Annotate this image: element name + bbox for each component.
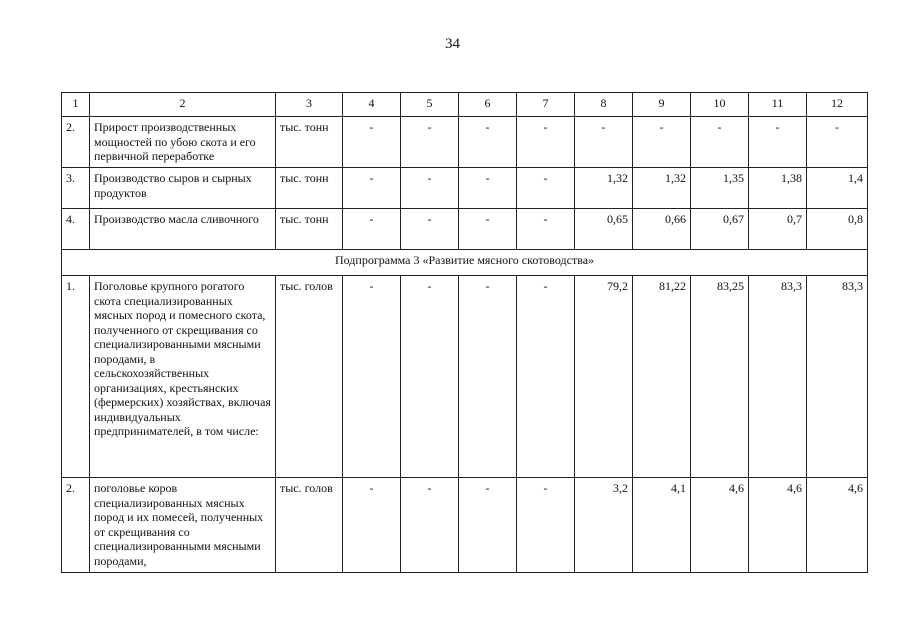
value-cell: - [401, 478, 459, 573]
value-cell: 1,35 [691, 168, 749, 209]
table-row [62, 276, 868, 478]
column-header: 12 [807, 93, 868, 117]
value-cell: - [459, 117, 517, 168]
value-cell: 4,6 [749, 478, 807, 573]
value-cell: 3,2 [575, 478, 633, 573]
value-cell: 1,38 [749, 168, 807, 209]
value-cell: - [517, 117, 575, 168]
value-cell: - [401, 276, 459, 478]
column-header: 2 [90, 93, 276, 117]
value-cell: - [459, 478, 517, 573]
row-number: 1. [62, 276, 90, 478]
column-header: 5 [401, 93, 459, 117]
column-header: 3 [276, 93, 343, 117]
column-header: 11 [749, 93, 807, 117]
row-number: 4. [62, 209, 90, 250]
column-header: 1 [62, 93, 90, 117]
value-cell: - [749, 117, 807, 168]
value-cell: - [517, 168, 575, 209]
value-cell: - [575, 117, 633, 168]
indicator-name: Поголовье крупного рогатого скота специализированных мясных пород и помесного скота, полученного от скрещивания со специализированными мясными породами, в сельскохозяйственных организациях, крестьянских (фермерских) хозяйствах, включая индивидуальных предпринимателей, в том числе: [90, 276, 276, 478]
indicator-name: поголовье коров специализированных мясных пород и их помесей, полученных от скрещивания со специализированными мясными породами, [90, 478, 276, 573]
column-header: 8 [575, 93, 633, 117]
column-header: 4 [343, 93, 401, 117]
column-header: 6 [459, 93, 517, 117]
value-cell: - [517, 478, 575, 573]
page-number: 34 [445, 36, 460, 52]
column-header: 9 [633, 93, 691, 117]
value-cell: - [401, 117, 459, 168]
value-cell: - [691, 117, 749, 168]
value-cell: 81,22 [633, 276, 691, 478]
value-cell: - [459, 168, 517, 209]
unit-cell: тыс. тонн [276, 209, 343, 250]
value-cell: - [459, 276, 517, 478]
table-row [62, 209, 868, 250]
table-row [62, 117, 868, 168]
indicator-name: Прирост производственных мощностей по убою скота и его первичной переработке [90, 117, 276, 168]
value-cell: 79,2 [575, 276, 633, 478]
indicators-table [61, 92, 868, 573]
column-header: 10 [691, 93, 749, 117]
value-cell: - [517, 276, 575, 478]
value-cell: 83,25 [691, 276, 749, 478]
value-cell: - [401, 168, 459, 209]
unit-cell: тыс. тонн [276, 117, 343, 168]
value-cell: 1,32 [633, 168, 691, 209]
value-cell: - [459, 209, 517, 250]
row-number: 2. [62, 117, 90, 168]
value-cell: - [807, 117, 868, 168]
value-cell: - [343, 209, 401, 250]
column-header: 7 [517, 93, 575, 117]
section-title: Подпрограмма 3 «Развитие мясного скотоводства» [62, 250, 868, 276]
value-cell: 83,3 [749, 276, 807, 478]
value-cell: 1,4 [807, 168, 868, 209]
value-cell: 0,67 [691, 209, 749, 250]
value-cell: - [343, 478, 401, 573]
value-cell: 4,6 [807, 478, 868, 573]
value-cell: 0,8 [807, 209, 868, 250]
value-cell: - [401, 209, 459, 250]
indicator-name: Производство масла сливочного [90, 209, 276, 250]
value-cell: 0,7 [749, 209, 807, 250]
row-number: 2. [62, 478, 90, 573]
value-cell: 1,32 [575, 168, 633, 209]
section-row [62, 250, 868, 276]
table-row [62, 168, 868, 209]
value-cell: 0,65 [575, 209, 633, 250]
value-cell: - [343, 168, 401, 209]
value-cell: 4,6 [691, 478, 749, 573]
indicator-name: Производство сыров и сырных продуктов [90, 168, 276, 209]
value-cell: 83,3 [807, 276, 868, 478]
row-number: 3. [62, 168, 90, 209]
value-cell: - [517, 209, 575, 250]
value-cell: - [633, 117, 691, 168]
value-cell: 4,1 [633, 478, 691, 573]
unit-cell: тыс. голов [276, 478, 343, 573]
table-header-row [62, 93, 868, 117]
value-cell: - [343, 117, 401, 168]
value-cell: - [343, 276, 401, 478]
value-cell: 0,66 [633, 209, 691, 250]
unit-cell: тыс. голов [276, 276, 343, 478]
unit-cell: тыс. тонн [276, 168, 343, 209]
table-row [62, 478, 868, 573]
